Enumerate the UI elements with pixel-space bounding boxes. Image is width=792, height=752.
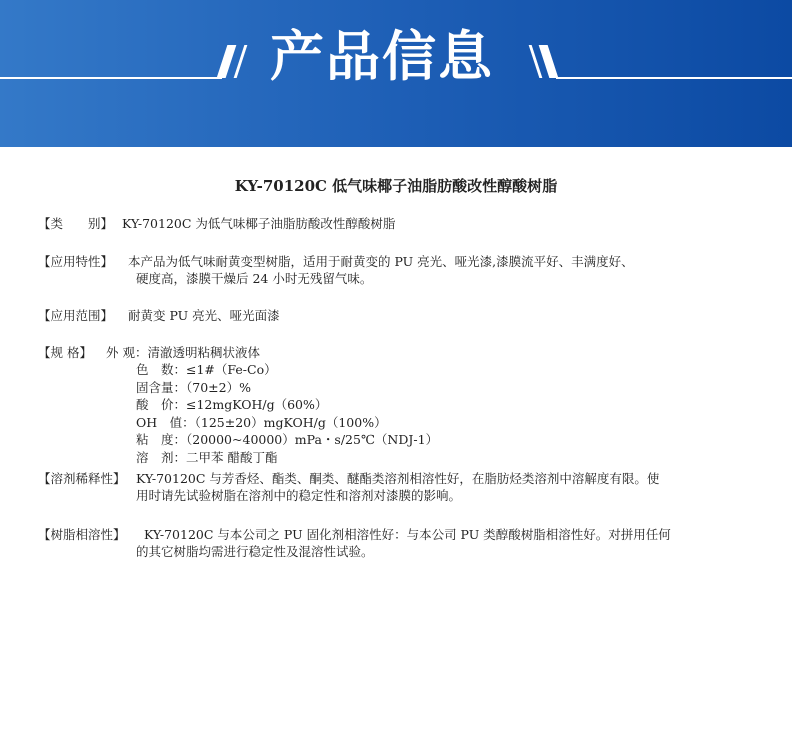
range-text: 耐黄变 PU 亮光、哑光面漆	[128, 308, 280, 323]
divider-left	[0, 77, 222, 79]
features-line: 本产品为低气味耐黄变型树脂，适用于耐黄变的 PU 亮光、哑光漆,漆膜流平好、丰满度好、	[128, 254, 634, 269]
slash-decoration	[217, 45, 237, 78]
spec-item: 溶 剂：二甲苯 醋酸丁酯	[136, 450, 278, 465]
specs-label: 【规 格】	[38, 345, 92, 360]
slash-decoration	[234, 45, 248, 78]
dilution-line: KY-70120C 与芳香烃、酯类、酮类、醚酯类溶剂相溶性好，在脂肪烃类溶剂中溶解度有限。使	[136, 471, 660, 486]
spec-item: 酸 价：≤12mgKOH/g（60%）	[136, 397, 328, 412]
dilution-label: 【溶剂稀释性】	[38, 471, 126, 486]
slash-decoration	[539, 45, 559, 78]
spec-item: 色 数：≤1#（Fe-Co）	[136, 362, 277, 377]
features-line: 硬度高，漆膜干燥后 24 小时无残留气味。	[136, 271, 373, 286]
dilution-line: 用时请先试验树脂在溶剂中的稳定性和溶剂对漆膜的影响。	[136, 488, 462, 503]
spec-item: 固含量：（70±2）%	[136, 380, 251, 395]
compatibility-line: 的其它树脂均需进行稳定性及混溶性试验。	[136, 544, 374, 559]
range-label: 【应用范围】	[38, 308, 114, 323]
features-label: 【应用特性】	[38, 254, 114, 269]
spec-item: OH 值：（125±20）mgKOH/g（100%）	[136, 415, 387, 430]
product-title: KY-70120C 低气味椰子油脂肪酸改性醇酸树脂	[234, 177, 558, 195]
header-banner	[0, 0, 792, 147]
category-text: KY-70120C 为低气味椰子油脂肪酸改性醇酸树脂	[122, 216, 396, 231]
category-label: 【类 别】	[38, 216, 114, 231]
spec-item: 粘 度：（20000~40000）mPa・s/25℃（NDJ-1）	[136, 432, 439, 447]
divider-right	[556, 77, 792, 79]
compatibility-label: 【树脂相溶性】	[38, 527, 126, 542]
spec-item: 外 观：清澈透明粘稠状液体	[106, 345, 260, 360]
banner-title: 产品信息	[270, 25, 494, 88]
compatibility-line: KY-70120C 与本公司之 PU 固化剂相溶性好：与本公司 PU 类醇酸树脂相溶性好。对拼用任何	[144, 527, 671, 542]
